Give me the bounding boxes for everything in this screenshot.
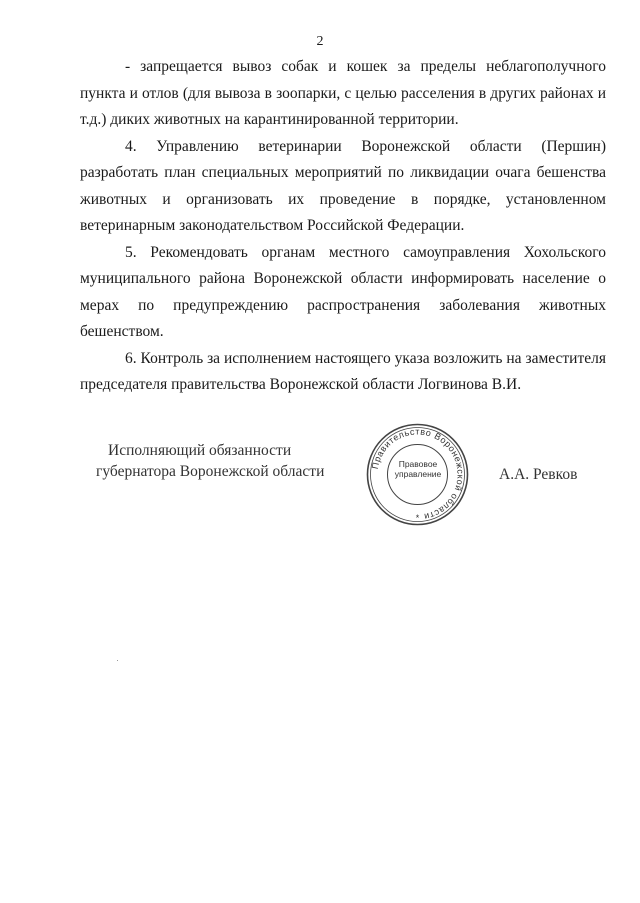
stamp-star: * <box>415 513 420 523</box>
signatory-title-line2: губернатора Воронежской области <box>96 463 325 480</box>
paragraph-veterinary-plan: 4. Управлению ветеринарии Воронежской области (Першин) разработать план специальных мероприятий по ликвидации очага бешенства животных и организовать их проведение в порядке, установленном ветеринарным законодательством Российской Федерации. <box>80 137 606 234</box>
document-body <box>80 54 606 399</box>
page-number: 2 <box>316 34 324 49</box>
signatory-title <box>96 440 325 482</box>
paragraph-dog-cat-export-ban: - запрещается вывоз собак и кошек за пределы неблагополучного пункта и отлов (для вывоза в зоопарки, с целью расселения в других районах и т.д.) диких животных на карантинированной территории. <box>80 58 606 128</box>
scan-speck <box>117 660 118 661</box>
signatory-name: А.А. Ревков <box>499 466 578 483</box>
stamp-center-text <box>390 459 446 479</box>
stamp-center-line2: управление <box>394 469 442 479</box>
signatory-title-line1: Исполняющий обязанности <box>108 442 292 459</box>
paragraph-control: 6. Контроль за исполнением настоящего указа возложить на заместителя председателя правительства Воронежской области Логвинова В.И. <box>80 349 606 393</box>
paragraph-inform-population: 5. Рекомендовать органам местного самоуправления Хохольского муниципального района Воронежской области информировать население о мерах по предупреждению распространения заболевания животных бешенством. <box>80 243 606 340</box>
stamp-center-line1: Правовое <box>398 459 438 469</box>
stamp-ring-text: Правительство Воронежской области <box>369 426 466 523</box>
